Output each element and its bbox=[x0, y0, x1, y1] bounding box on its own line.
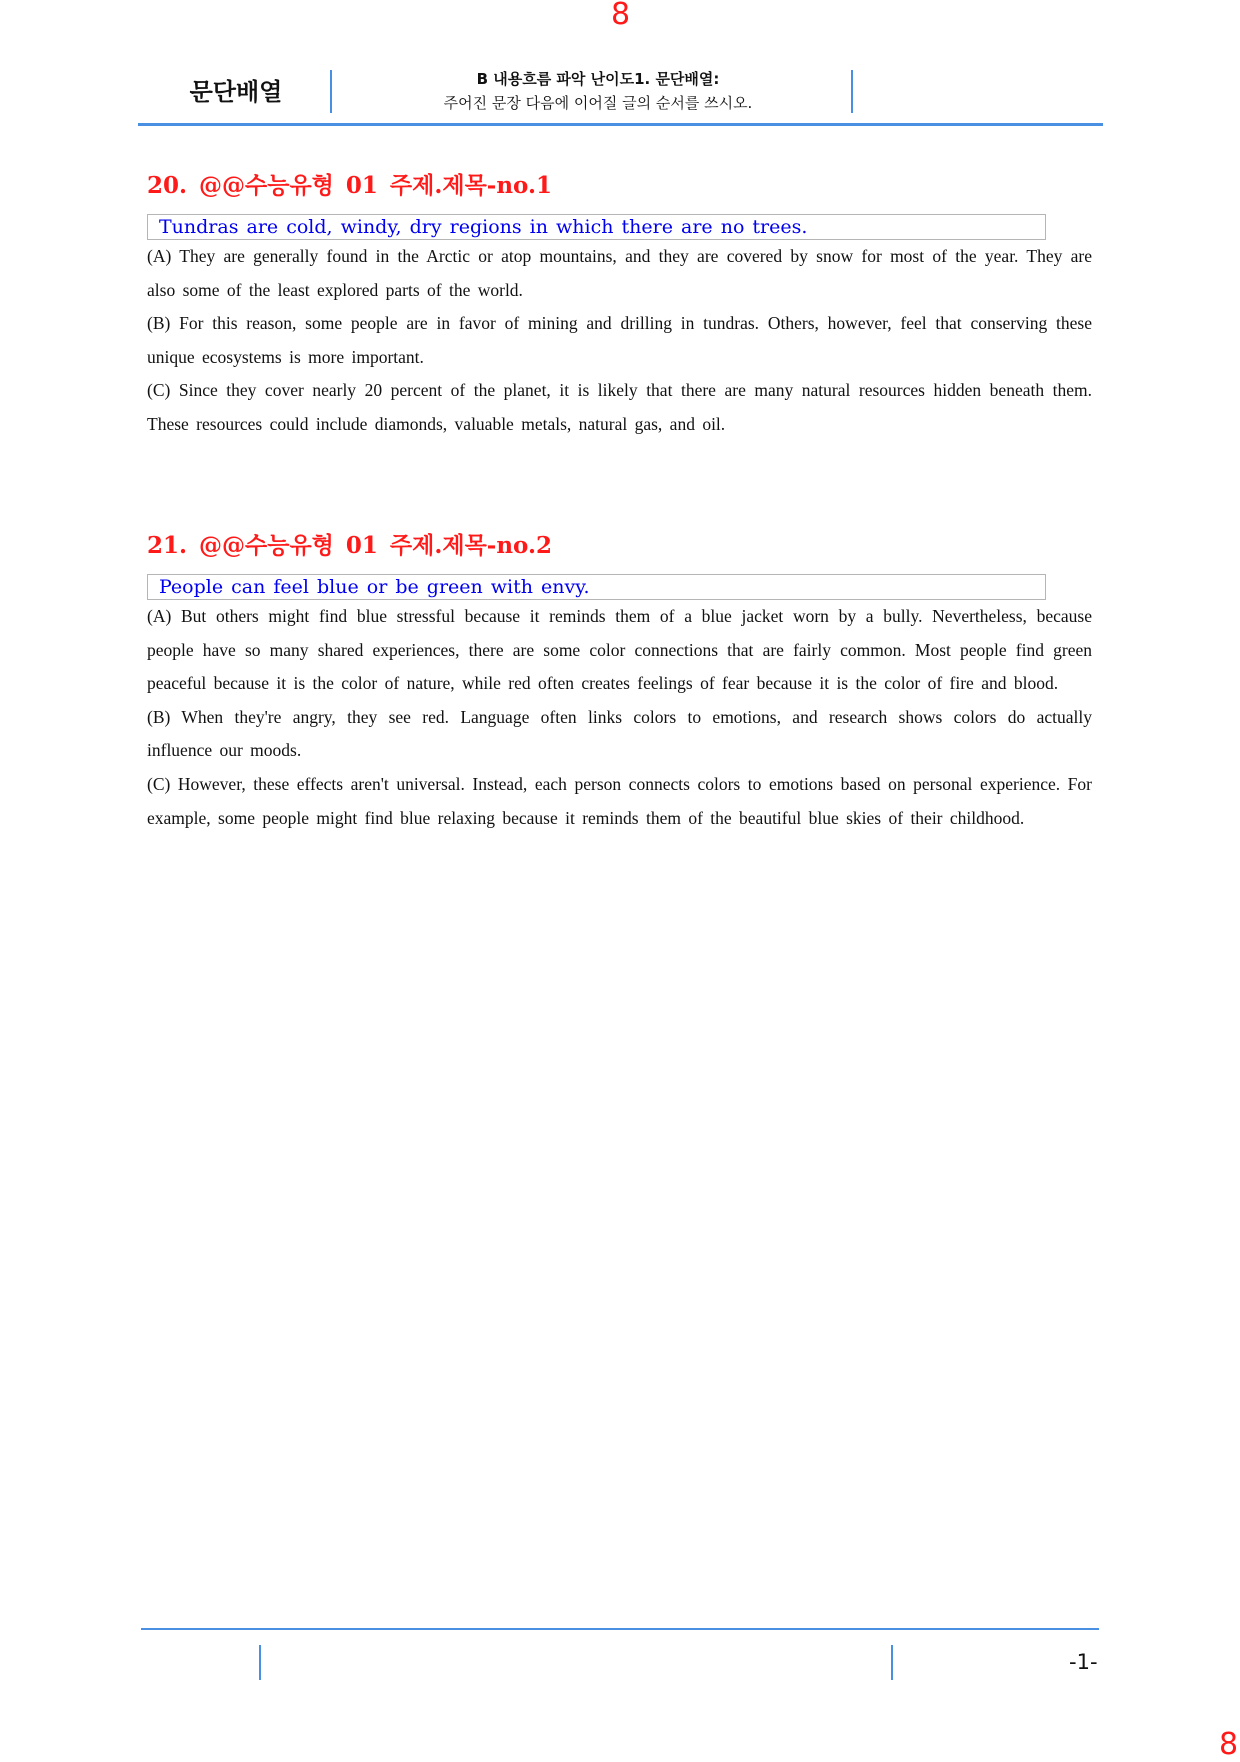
page-footer bbox=[141, 1628, 1099, 1678]
footer-divider-left bbox=[259, 1645, 261, 1680]
given-sentence-box: Tundras are cold, windy, dry regions in which there are no trees. bbox=[147, 214, 1046, 240]
header-rule bbox=[138, 123, 1103, 126]
header-desc-line1: B 내용흐름 파악 난이도1. 문단배열: bbox=[476, 70, 720, 88]
paragraph-a: (A) They are generally found in the Arctic or atop mountains, and they are covered by snow for most of the year. They are also some of the least explored parts of the world. bbox=[147, 246, 1092, 300]
question-20 bbox=[147, 170, 1092, 442]
page-number: -1- bbox=[1069, 1650, 1098, 1674]
header-divider-left bbox=[330, 70, 332, 113]
header-title: 문단배열 bbox=[189, 78, 283, 106]
footer-rule bbox=[141, 1628, 1099, 1630]
given-sentence-box: People can feel blue or be green with envy. bbox=[147, 574, 1046, 600]
corner-mark-bottom: 8 bbox=[1219, 1727, 1239, 1762]
header-desc-line2: 주어진 문장 다음에 이어질 글의 순서를 쓰시오. bbox=[443, 94, 753, 112]
paragraph-b: (B) When they're angry, they see red. Language often links colors to emotions, and research shows colors do actually influence our moods. bbox=[147, 706, 1092, 761]
question-title: 21. @@수능유형 01 주제.제목-no.2 bbox=[147, 532, 553, 559]
page-header bbox=[138, 60, 1103, 126]
corner-mark-top: 8 bbox=[611, 0, 631, 32]
footer-divider-right bbox=[891, 1645, 893, 1680]
question-21 bbox=[147, 530, 1092, 835]
header-divider-right bbox=[851, 70, 853, 113]
paragraph-c: (C) However, these effects aren't universal. Instead, each person connects colors to emotions based on personal experience. For example, some people might find blue relaxing because it reminds them of the beautiful blue skies of their childhood. bbox=[147, 773, 1092, 828]
question-title: 20. @@수능유형 01 주제.제목-no.1 bbox=[147, 172, 553, 199]
paragraph-c: (C) Since they cover nearly 20 percent of the planet, it is likely that there are many natural resources hidden beneath them. These resources could include diamonds, valuable metals, natural gas, and oil. bbox=[147, 380, 1092, 434]
paragraph-b: (B) For this reason, some people are in favor of mining and drilling in tundras. Others, however, feel that conserving these unique ecosystems is more important. bbox=[147, 313, 1092, 367]
header-description bbox=[338, 67, 858, 115]
paragraph-a: (A) But others might find blue stressful because it reminds them of a blue jacket worn by a bully. Nevertheless, because people have so many shared experiences, there are some color connections that are fairly common. Most people find green peaceful because it is the color of nature, while red often creates feelings of fear because it is the color of fire and blood. bbox=[147, 606, 1092, 694]
